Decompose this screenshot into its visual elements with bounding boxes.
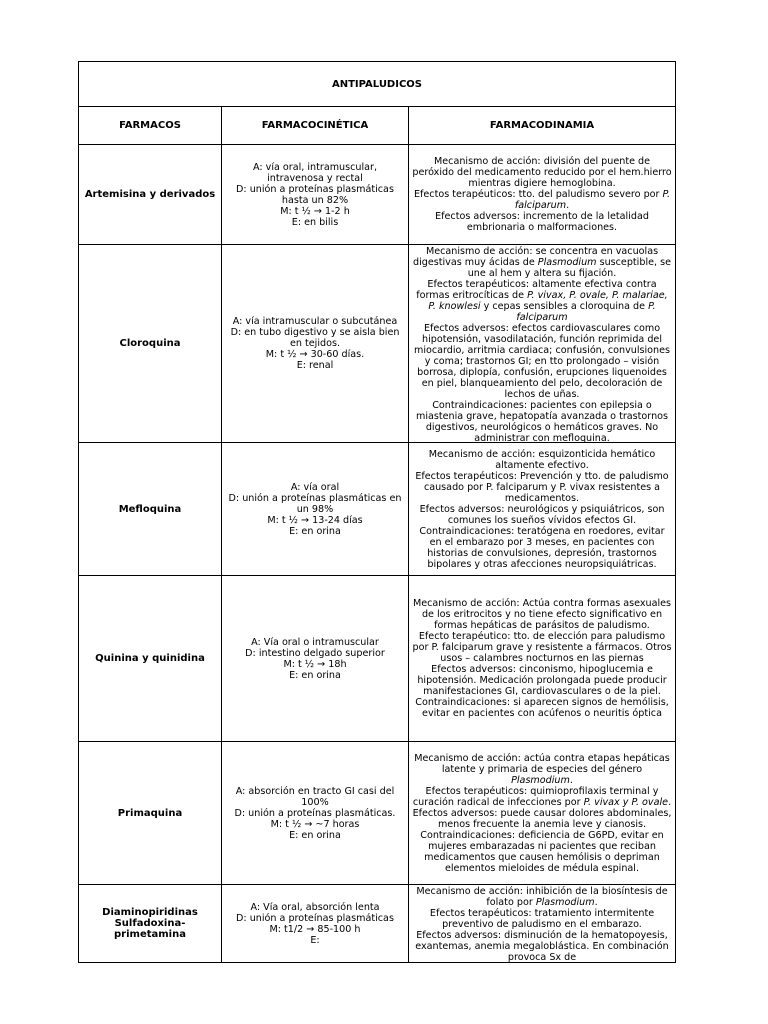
pharmacokinetics-line: A: vía oral, intramuscular, intravenosa y rectal <box>252 161 378 184</box>
pharmacodynamics-paragraph: Mecanismo de acción: esquizonticida hemático altamente efectivo. <box>428 448 656 471</box>
table-row <box>79 443 676 576</box>
species-name: P. falciparum <box>516 300 656 323</box>
pharmacokinetics-line: E: en orina <box>289 829 341 841</box>
pharmacokinetics-line: E: en orina <box>289 669 341 681</box>
pharmacodynamics-paragraph: Mecanismo de acción: división del puente de peróxido del medicamento reducido por el hem.hierro mientras digiere hemoglobina. <box>412 156 672 189</box>
pharmacokinetics-line: A: Vía oral o intramuscular <box>251 636 379 648</box>
species-name: Plasmodium <box>511 774 570 786</box>
drug-name-line: Quinina y quinidina <box>95 653 205 664</box>
pharmacodynamics-paragraph: Efecto terapéutico: tto. de elección para paludismo por P. falciparum grave y resistente a fármacos. Otros usos – calambres nocturnos en las piernas <box>412 631 672 664</box>
pharmacokinetics-line: A: vía oral <box>290 481 340 493</box>
pharmacokinetics-line: A: vía intramuscular o subcutánea <box>232 316 398 327</box>
species-name: Plasmodium <box>537 256 597 268</box>
table-row <box>79 245 676 443</box>
pharmacodynamics-cell <box>409 742 676 885</box>
pharmacokinetics-line: D: unión a proteínas plasmáticas <box>236 912 394 924</box>
drug-name-line: primetamina <box>114 929 186 940</box>
pharmacodynamics-paragraph: Contraindicaciones: deficiencia de G6PD, evitar en mujeres embarazadas ni pacientes que reciban medicamentos que causen hemólisis o depriman elementos mieloides de médula espinal. <box>420 829 664 874</box>
antipaludicos-table <box>78 61 676 963</box>
pharmacodynamics-paragraph: Contraindicaciones: teratógena en roedores, evitar en el embarazo por 3 meses, en pacientes con historias de convulsiones, depresión, trastornos bipolares y otras afecciones neuropsiquiátricas. <box>419 525 665 570</box>
pharmacokinetics-line: D: unión a proteínas plasmáticas en un 98% <box>228 492 402 515</box>
pharmacokinetics-line: M: t ½ → 30-60 días. <box>265 349 365 360</box>
table-row <box>79 145 676 245</box>
pharmacokinetics-line: D: en tubo digestivo y se aisla bien en tejidos. <box>230 327 400 349</box>
drug-name <box>79 885 222 963</box>
drug-name <box>79 145 222 245</box>
pharmacokinetics-line: M: t ½ → 1-2 h <box>280 205 350 217</box>
pharmacodynamics-paragraph: Efectos adversos: efectos cardiovasculares como hipotensión, vasodilatación, función reprimida del miocardio, arritmia cardiaca; confusión, convulsiones y coma; trastornos GI; en tto prolongado – visión borrosa, diplopía, confusión, erupciones liquenoides en piel, blanqueamiento del pelo, decoloración de lechos de uñas. <box>413 322 671 400</box>
pharmacodynamics-paragraph: Efectos adversos: incremento de la letalidad embrionaria o malformaciones. <box>435 211 649 233</box>
pharmacodynamics-cell <box>409 885 676 963</box>
table-title: ANTIPALUDICOS <box>79 62 676 107</box>
pharmacokinetics-line: E: en bilis <box>291 216 339 228</box>
pharmacodynamics-paragraph: Efectos adversos: cinconismo, hipoglucemia e hipotensión. Medicación prolongada puede producir manifestaciones GI, cardiovasculares o de la piel. <box>417 664 667 697</box>
drug-name-line: Diaminopiridinas <box>102 907 198 918</box>
pharmacodynamics-paragraph: Efectos terapéuticos: Prevención y tto. de paludismo causado por P. falciparum y P. vivax resistentes a medicamentos. <box>415 470 669 504</box>
pharmacodynamics-paragraph: Mecanismo de acción: inhibición de la biosíntesis de folato por Plasmodium. <box>416 885 668 908</box>
pharmacodynamics-paragraph: Efectos terapéuticos: tto. del paludismo severo por P. falciparum. <box>413 189 671 211</box>
header-row <box>79 107 676 145</box>
pharmacodynamics-paragraph: Efectos adversos: disminución de la hematopoyesis, exantemas, anemia megaloblástica. En combinación provoca Sx de <box>415 929 669 962</box>
pharmacodynamics-paragraph: Efectos adversos: puede causar dolores abdominales, menos frecuente la anemia leve y cianosis. <box>412 807 672 830</box>
drug-name <box>79 742 222 885</box>
drug-name <box>79 245 222 443</box>
table-row <box>79 885 676 963</box>
drug-name <box>79 443 222 576</box>
pharmacokinetics-line: A: Vía oral, absorción lenta <box>250 901 380 913</box>
pharmacodynamics-paragraph: Efectos terapéuticos: quimioprofilaxis terminal y curación radical de infecciones por P. vivax y P. ovale. <box>412 785 672 808</box>
pharmacokinetics-line: M: t ½ → ~7 horas <box>270 818 360 830</box>
pharmacodynamics-paragraph: Efectos terapéuticos: altamente efectiva contra formas eritrocíticas de P. vivax, P. ovale, P. malariae, P. knowlesi y cepas sensibles a cloroquina de P. falciparum <box>416 278 668 323</box>
pharmacodynamics-cell <box>409 443 676 576</box>
species-name: P. vivax, P. ovale, P. malariae, P. knowlesi <box>428 289 668 312</box>
drug-name-line: Cloroquina <box>119 338 181 349</box>
species-name: Plasmodium <box>535 896 595 908</box>
drug-name-line: Primaquina <box>117 807 183 819</box>
pharmacokinetics-line: M: t ½ → 13-24 días <box>267 514 363 526</box>
pharmacokinetics-line: M: t1/2 → 85-100 h <box>269 923 361 935</box>
pharmacokinetics-cell <box>222 145 409 245</box>
header-farmacocinetica: FARMACOCINÉTICA <box>222 107 409 145</box>
pharmacokinetics-line: D: unión a proteínas plasmáticas. <box>234 807 396 819</box>
drug-name-line: Artemisina y derivados <box>84 189 216 200</box>
header-farmacodinamia: FARMACODINAMIA <box>409 107 676 145</box>
species-name: P. vivax y P. ovale <box>583 796 669 808</box>
pharmacokinetics-cell <box>222 885 409 963</box>
pharmacokinetics-line: D: intestino delgado superior <box>245 647 385 659</box>
header-farmacos: FARMACOS <box>79 107 222 145</box>
pharmacokinetics-cell <box>222 245 409 443</box>
table-body <box>79 145 676 963</box>
pharmacokinetics-line: E: <box>310 934 320 946</box>
pharmacokinetics-cell <box>222 576 409 742</box>
pharmacodynamics-paragraph: Mecanismo de acción: Actúa contra formas asexuales de los eritrocitos y no tiene efecto significativo en formas hepáticas de parásitos de paludismo. <box>412 598 672 631</box>
drug-name <box>79 576 222 742</box>
pharmacodynamics-cell <box>409 145 676 245</box>
pharmacodynamics-cell <box>409 245 676 443</box>
drug-name-line: Sulfadoxina- <box>114 918 186 929</box>
table-row <box>79 576 676 742</box>
pharmacodynamics-paragraph: Mecanismo de acción: se concentra en vacuolas digestivas muy ácidas de Plasmodium susceptible, se une al hem y altera su fijación. <box>412 245 672 279</box>
pharmacodynamics-paragraph: Contraindicaciones: pacientes con epilepsia o miastenia grave, hepatopatía avanzada o trastornos digestivos, neurológicos o hemáticos graves. No administrar con mefloquina. <box>415 399 669 442</box>
table-row <box>79 742 676 885</box>
pharmacodynamics-paragraph: Efectos adversos: neurológicos y psiquiátricos, son comunes los sueños vívidos efectos GI. <box>419 503 665 526</box>
drug-name-line: Mefloquina <box>118 503 182 515</box>
pharmacodynamics-paragraph: Contraindicaciones: si aparecen signos de hemólisis, evitar en pacientes con acúfenos o neuritis óptica <box>415 697 669 719</box>
species-name: P. falciparum <box>514 189 671 211</box>
pharmacodynamics-paragraph: Efectos terapéuticos: tratamiento intermitente preventivo de paludismo en el embarazo. <box>429 907 655 930</box>
pharmacodynamics-cell <box>409 576 676 742</box>
pharmacokinetics-line: A: absorción en tracto GI casi del 100% <box>235 785 395 808</box>
pharmacokinetics-line: E: renal <box>296 360 334 371</box>
pharmacodynamics-paragraph: Mecanismo de acción: actúa contra etapas hepáticas latente y primaria de especies del género Plasmodium. <box>414 752 670 786</box>
pharmacokinetics-cell <box>222 443 409 576</box>
title-row <box>79 62 676 107</box>
pharmacokinetics-line: M: t ½ → 18h <box>283 658 347 670</box>
pharmacokinetics-line: E: en orina <box>289 525 341 537</box>
pharmacokinetics-line: D: unión a proteínas plasmáticas hasta un 82% <box>236 183 394 206</box>
pharmacokinetics-cell <box>222 742 409 885</box>
